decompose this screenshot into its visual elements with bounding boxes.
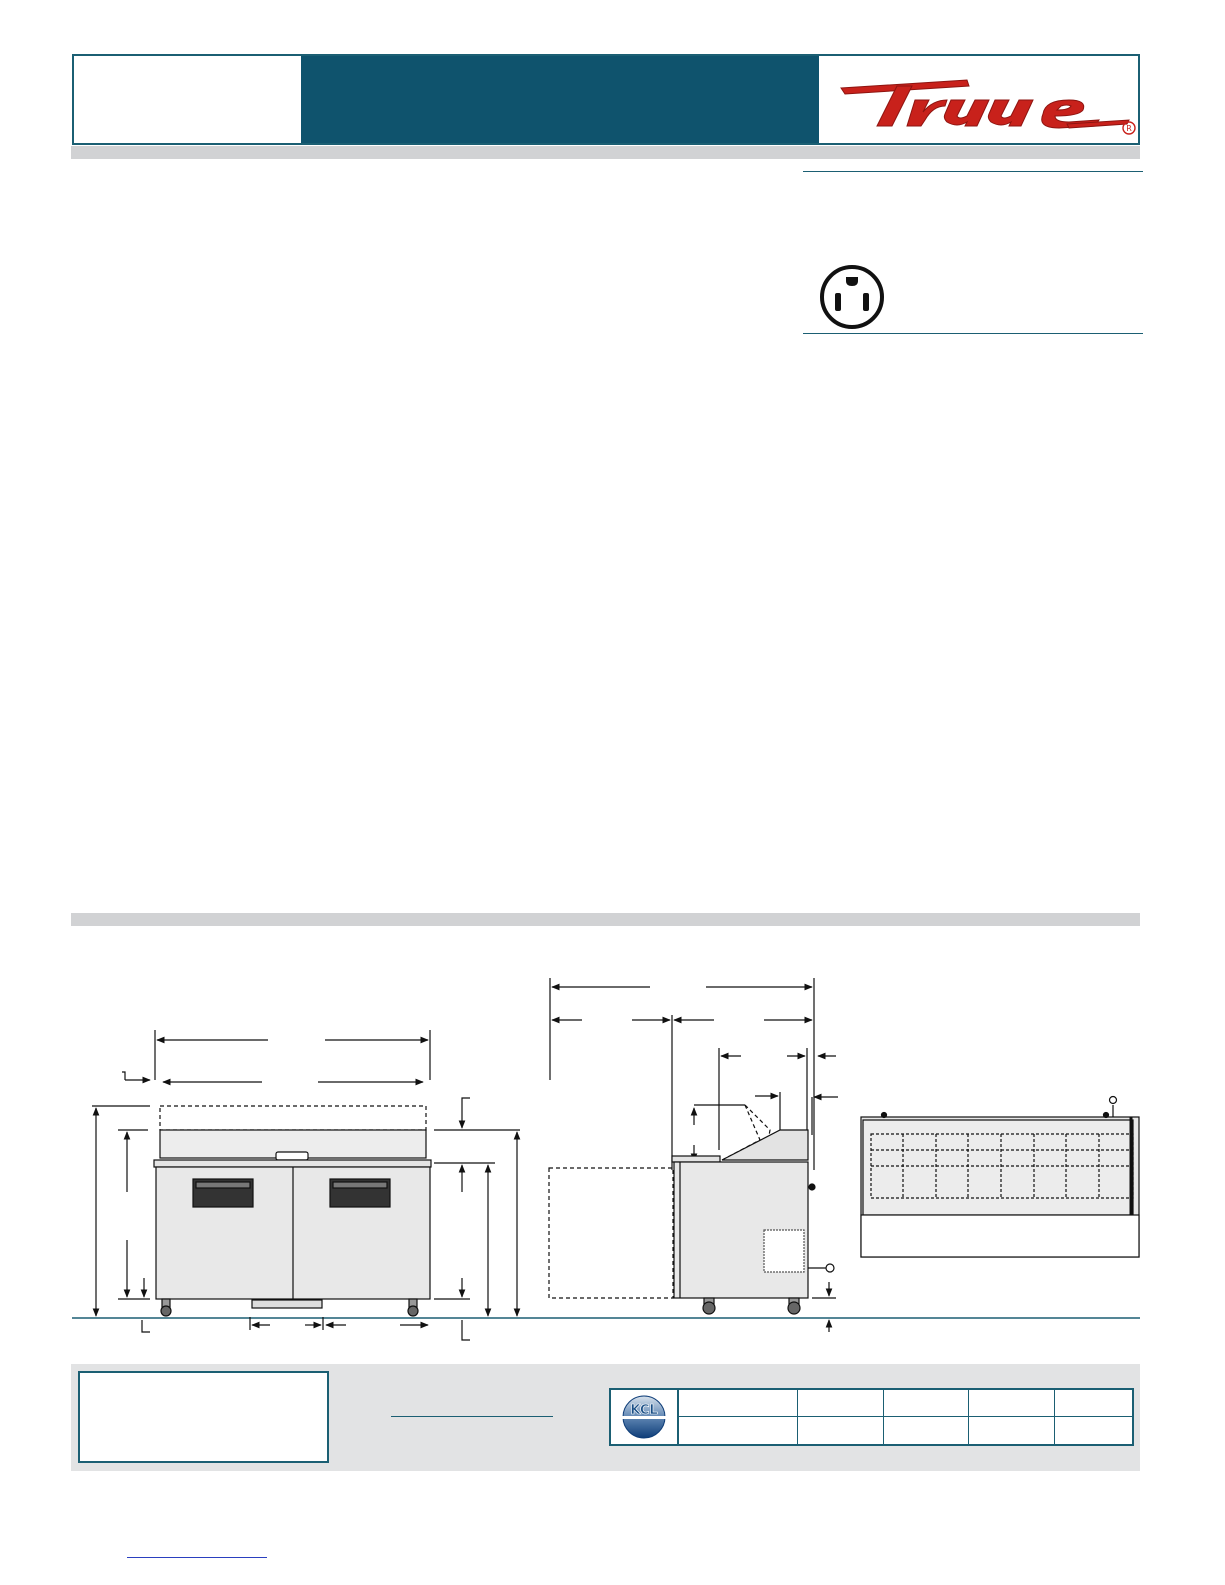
brand-logo-box [819,56,1138,143]
footer-link[interactable] [127,1542,267,1556]
kcl-table-col-divider [1054,1390,1055,1444]
spec-divider-top [803,171,1143,172]
kcl-logo-cell [611,1390,679,1444]
kcl-table-col-divider [968,1390,969,1444]
header-title-band [301,56,819,143]
approval-signature-line [391,1416,553,1417]
kcl-spec-table [609,1388,1134,1446]
header-banner [72,54,1140,145]
header-divider-bar [71,146,1140,159]
footer-notes-box [78,1371,329,1463]
plan-view [861,1097,1139,1258]
kcl-table-col-divider [883,1390,884,1444]
svg-text:R: R [1126,124,1132,133]
true-logo [837,66,1137,136]
model-number-box [74,56,301,143]
kcl-table-col-divider [797,1390,798,1444]
side-elevation-view [549,978,838,1332]
drawings-divider-bar [71,913,1140,926]
front-elevation-view [92,1030,520,1340]
kcl-logo [611,1390,677,1444]
dimension-drawings [0,960,1225,1360]
kcl-table-row-divider [679,1416,1132,1417]
plug-icon [818,263,886,336]
footer-link-underline[interactable] [127,1557,267,1558]
spec-divider-bottom [803,333,1143,334]
kcl-logo-text: KCL [630,1403,658,1418]
